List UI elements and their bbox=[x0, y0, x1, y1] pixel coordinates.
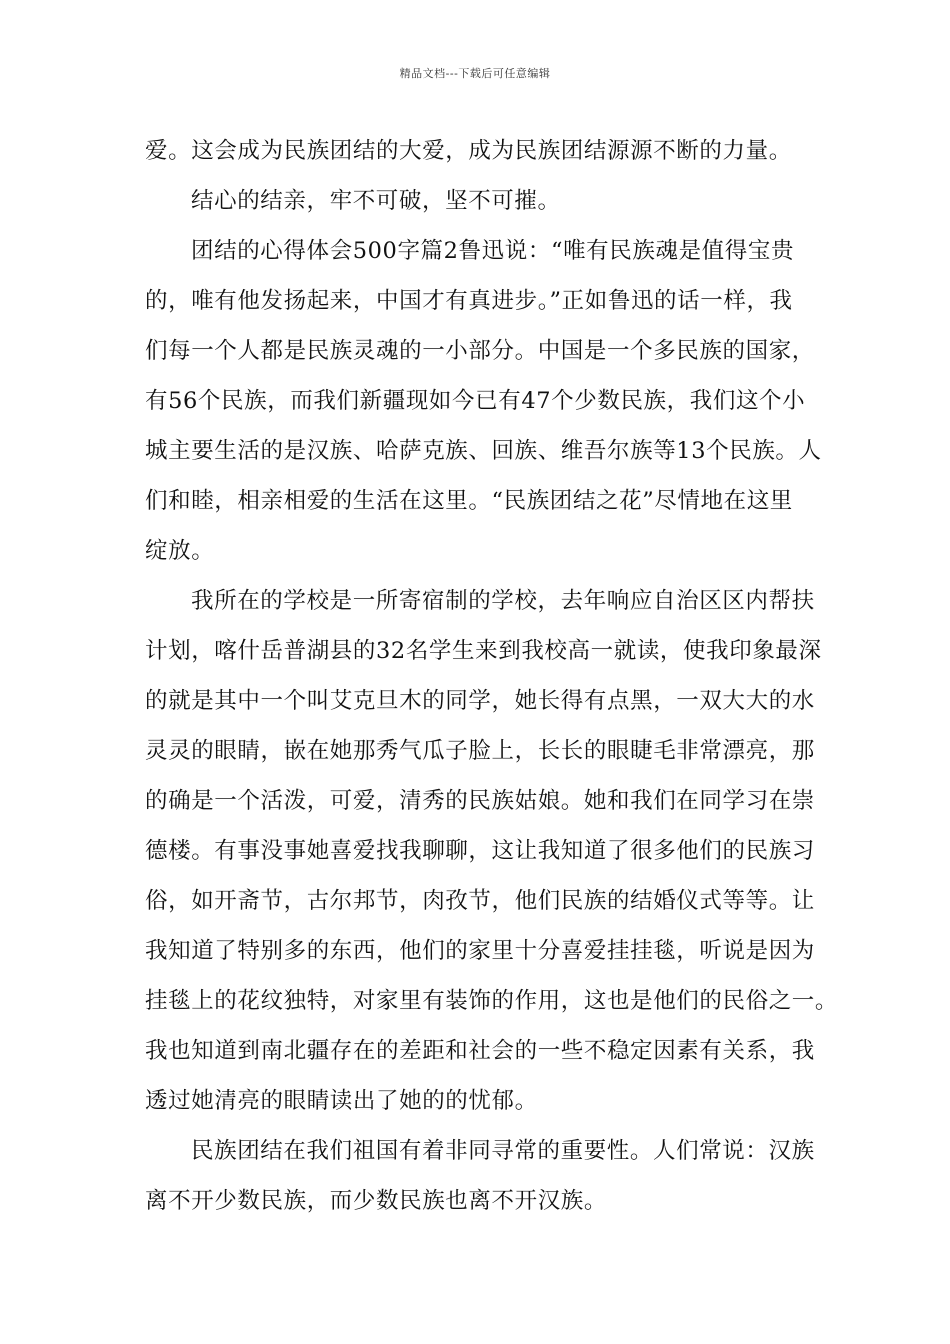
text-line: 城主要生活的是汉族、哈萨克族、回族、维吾尔族等13个民族。人 bbox=[145, 438, 822, 464]
text-line: 我知道了特别多的东西，他们的家里十分喜爱挂挂毯，听说是因为 bbox=[145, 938, 815, 964]
text-line: 们每一个人都是民族灵魂的一小部分。中国是一个多民族的国家， bbox=[145, 338, 815, 364]
text-line: 们和睦，相亲相爱的生活在这里。“民族团结之花”尽情地在这里 bbox=[145, 488, 793, 514]
text-line: 民族团结在我们祖国有着非同寻常的重要性。人们常说：汉族 bbox=[191, 1138, 815, 1164]
text-line: 挂毯上的花纹独特，对家里有装饰的作用，这也是他们的民俗之一。 bbox=[145, 988, 839, 1014]
text-line: 灵灵的眼睛，嵌在她那秀气瓜子脸上，长长的眼睫毛非常漂亮，那 bbox=[145, 738, 815, 764]
text-line: 团结的心得体会500字篇2鲁迅说：“唯有民族魂是值得宝贵 bbox=[191, 238, 795, 264]
text-line: 离不开少数民族，而少数民族也离不开汉族。 bbox=[145, 1188, 608, 1214]
text-line: 爱。这会成为民族团结的大爱，成为民族团结源源不断的力量。 bbox=[145, 138, 792, 164]
page-header: 精品文档---下载后可任意编辑 bbox=[399, 67, 551, 80]
text-line: 的，唯有他发扬起来，中国才有真进步。”正如鲁迅的话一样，我 bbox=[145, 288, 793, 314]
text-line: 透过她清亮的眼睛读出了她的的忧郁。 bbox=[145, 1088, 538, 1114]
text-line: 俗，如开斋节，古尔邦节，肉孜节，他们民族的结婚仪式等等。让 bbox=[145, 888, 815, 914]
text-line: 的确是一个活泼，可爱，清秀的民族姑娘。她和我们在同学习在崇 bbox=[145, 788, 815, 814]
text-line: 计划，喀什岳普湖县的32名学生来到我校高一就读，使我印象最深 bbox=[145, 638, 822, 664]
text-line: 我所在的学校是一所寄宿制的学校，去年响应自治区区内帮扶 bbox=[191, 588, 815, 614]
text-line: 德楼。有事没事她喜爱找我聊聊，这让我知道了很多他们的民族习 bbox=[145, 838, 815, 864]
text-line: 绽放。 bbox=[145, 538, 215, 564]
text-line: 的就是其中一个叫艾克旦木的同学，她长得有点黑，一双大大的水 bbox=[145, 688, 815, 714]
text-line: 结心的结亲，牢不可破，坚不可摧。 bbox=[191, 188, 561, 214]
text-line: 有56个民族，而我们新疆现如今已有47个少数民族，我们这个小 bbox=[145, 388, 806, 414]
text-line: 我也知道到南北疆存在的差距和社会的一些不稳定因素有关系，我 bbox=[145, 1038, 815, 1064]
